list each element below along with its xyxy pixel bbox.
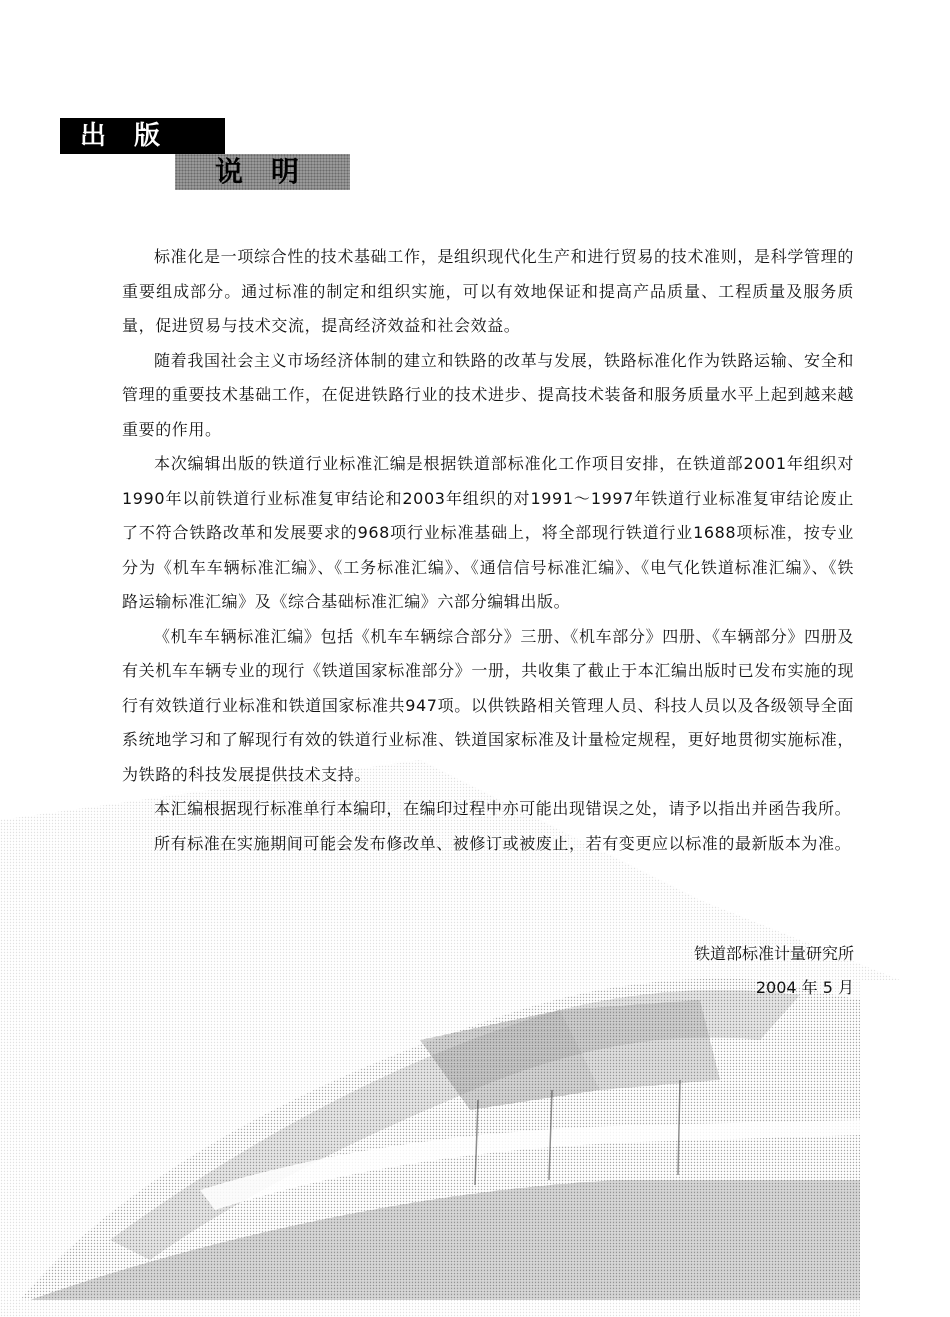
section-title — [60, 118, 360, 190]
signature-block — [694, 937, 854, 1005]
title-notes: 说明 — [175, 154, 350, 190]
paragraph-1: 标准化是一项综合性的技术基础工作，是组织现代化生产和进行贸易的技术准则，是科学管理的重要组成部分。通过标准的制定和组织实施，可以有效地保证和提高产品质量、工程质量及服务质量，促进贸易与技术交流，提高经济效益和社会效益。 — [122, 247, 854, 335]
signature-organization: 铁道部标准计量研究所 — [693, 944, 854, 963]
signature-date: 2004 年 5 月 — [755, 978, 854, 997]
title-publication: 出版 — [60, 118, 225, 154]
paragraph-5: 本汇编根据现行标准单行本编印，在编印过程中亦可能出现错误之处，请予以指出并函告我所。 — [154, 799, 852, 818]
paragraph-6: 所有标准在实施期间可能会发布修改单、被修订或被废止，若有变更应以标准的最新版本为准。 — [154, 833, 852, 853]
paragraph-3: 本次编辑出版的铁道行业标准汇编是根据铁道部标准化工作项目安排，在铁道部2001年组织对1990年以前铁道行业标准复审结论和2003年组织的对1991～1997年铁道行业标准复审结论废止了不符合铁路改革和发展要求的968项行业标准基础上，将全部现行铁道行业1688项标准，按专业分为《机车车辆标准汇编》、《工务标准汇编》、《通信信号标准汇编》、《电气化铁道标准汇编》、《铁路运输标准汇编》及《综合基础标准汇编》六部分编辑出版。 — [122, 454, 854, 611]
paragraph-2: 随着我国社会主义市场经济体制的建立和铁路的改革与发展，铁路标准化作为铁路运输、安全和管理的重要技术基础工作，在促进铁路行业的技术进步、提高技术装备和服务质量水平上起到越来越重要的作用。 — [122, 350, 854, 439]
paragraph-4: 《机车车辆标准汇编》包括《机车车辆综合部分》三册、《机车部分》四册、《车辆部分》四册及有关机车车辆专业的现行《铁道国家标准部分》一册，共收集了截止于本汇编出版时已发布实施的现行有效铁道行业标准和铁道国家标准共947项。以供铁路相关管理人员、科技人员以及各级领导全面系统地学习和了解现行有效的铁道行业标准、铁道国家标准及计量检定规程，更好地贯彻实施标准，为铁路的科技发展提供技术支持。 — [122, 626, 854, 784]
body-text — [122, 240, 854, 861]
